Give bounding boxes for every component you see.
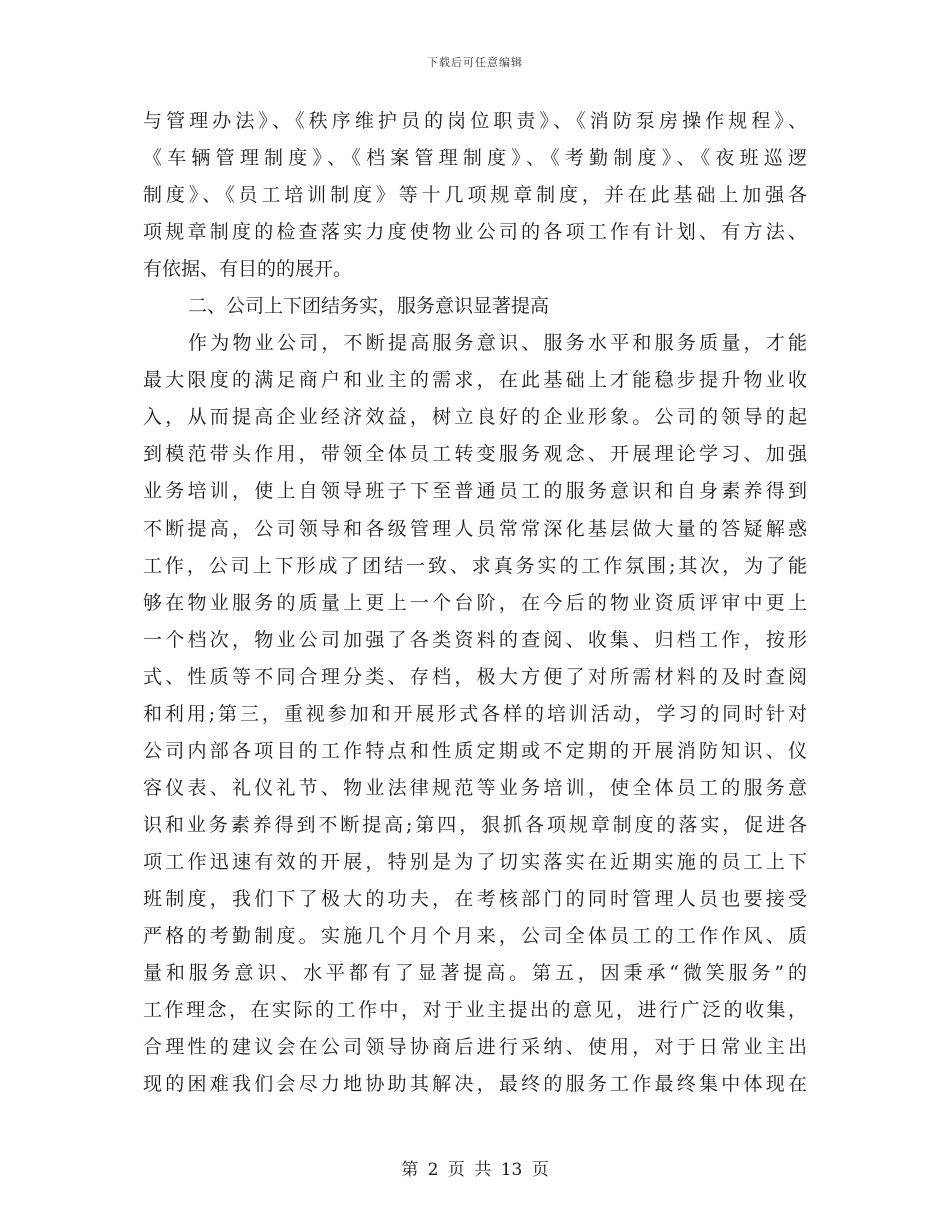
text-line: 容仪表、礼仪礼节、物业法律规范等业务培训，使全体员工的服务意 [143,776,807,799]
text-line: 一个档次，物业公司加强了各类资料的查阅、收集、归档工作，按形 [143,628,807,651]
text-line: 和利用;第三，重视参加和开展形式各样的培训活动，学习的同时针对 [143,702,807,725]
text-line: 作为物业公司，不断提高服务意识、服务水平和服务质量，才能 [188,332,807,355]
text-line: 公司内部各项目的工作特点和性质定期或不定期的开展消防知识、仪 [143,739,807,762]
text-line: 到模范带头作用，带领全体员工转变服务观念、开展理论学习、加强 [143,443,807,466]
text-line: 项工作迅速有效的开展，特别是为了切实落实在近期实施的员工上下 [143,850,807,873]
text-line: 严格的考勤制度。实施几个月个月来，公司全体员工的工作作风、质 [143,925,807,948]
text-line: 与管理办法》、《秩序维护员的岗位职责》、《消防泵房操作规程》、 [143,110,807,132]
text-line: 项规章制度的检查落实力度使物业公司的各项工作有计划、有方法、 [143,221,807,244]
text-line: 合理性的建议会在公司领导协商后进行采纳、使用，对于日常业主出 [143,1036,807,1059]
text-line: 工作，公司上下形成了团结一致、求真务实的工作氛围;其次，为了能 [143,554,807,577]
text-line: 班制度，我们下了极大的功夫，在考核部门的同时管理人员也要接受 [143,887,807,910]
text-line: 有依据、有目的的展开。 [143,258,353,281]
text-line: 够在物业服务的质量上更上一个台阶，在今后的物业资质评审中更上 [143,591,807,614]
section-heading: 二、公司上下团结务实，服务意识显著提高 [188,295,550,318]
text-line: 最大限度的满足商户和业主的需求，在此基础上才能稳步提升物业收 [143,369,807,392]
text-line: 《车辆管理制度》、《档案管理制度》、《考勤制度》、《夜班巡逻 [143,147,807,170]
text-line: 识和业务素养得到不断提高;第四，狠抓各项规章制度的落实，促进各 [143,813,807,836]
text-line: 量和服务意识、水平都有了显著提高。第五，因秉承“微笑服务”的 [143,962,807,985]
text-line: 式、性质等不同合理分类、存档，极大方便了对所需材料的及时查阅 [143,665,807,688]
document-body [143,103,807,1103]
page-header: 下载后可任意编辑 [427,56,523,69]
text-line: 入，从而提高企业经济效益，树立良好的企业形象。公司的领导的起 [143,406,807,429]
text-line: 不断提高，公司领导和各级管理人员常常深化基层做大量的答疑解惑 [143,517,807,540]
page-number: 第 2 页 共 13 页 [401,1160,549,1180]
text-line: 业务培训，使上自领导班子下至普通员工的服务意识和自身素养得到 [143,480,807,503]
text-line: 现的困难我们会尽力地协助其解决，最终的服务工作最终集中体现在 [143,1073,807,1096]
text-line: 制度》、《员工培训制度》等十几项规章制度，并在此基础上加强各 [143,184,807,207]
text-line: 工作理念，在实际的工作中，对于业主提出的意见，进行广泛的收集， [143,999,807,1022]
